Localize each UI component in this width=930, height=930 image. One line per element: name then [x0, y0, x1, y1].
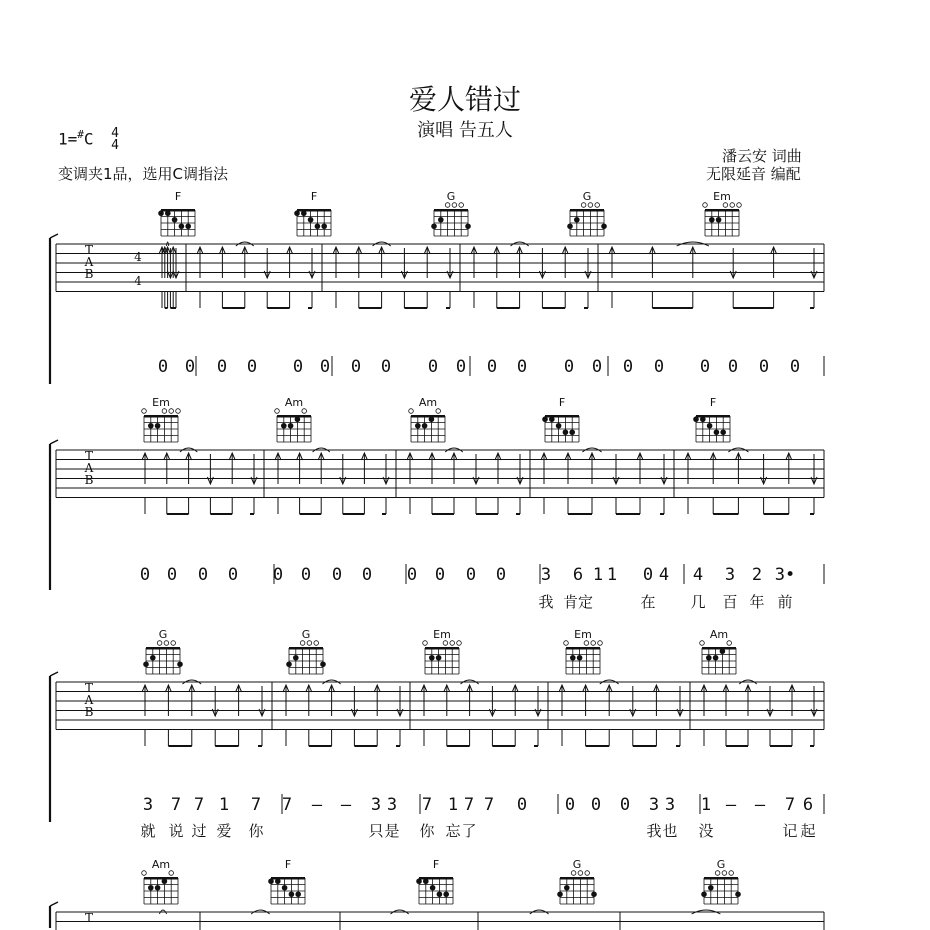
jianpu-note: 0 — [216, 357, 228, 377]
chord-dot — [701, 891, 707, 897]
chord-dot — [155, 423, 161, 429]
chord-dot — [591, 891, 597, 897]
chord-diagram-g — [143, 628, 183, 674]
chord-dot — [443, 891, 449, 897]
chord-diagram-am — [275, 396, 311, 442]
chord-open-string — [142, 409, 147, 414]
jianpu-note: 0 — [653, 357, 665, 377]
chord-diagram-em — [142, 396, 181, 442]
jianpu-note: 0 — [350, 357, 362, 377]
chord-dot — [542, 416, 548, 422]
chord-open-string — [452, 203, 457, 208]
chord-dot — [708, 885, 714, 891]
lyric: 前 — [777, 593, 793, 611]
jianpu-note: 0 — [197, 565, 209, 585]
chord-dot — [294, 210, 300, 216]
jianpu-note: 7 — [170, 795, 182, 815]
chord-diagram-g — [431, 190, 471, 236]
lyric: 了 — [461, 822, 477, 840]
chord-dot — [423, 878, 429, 884]
chord-nut — [425, 647, 459, 650]
tab-letter: A — [84, 693, 94, 707]
jianpu-note: 0 — [563, 357, 575, 377]
chord-diagram-f — [294, 190, 331, 236]
chord-dot — [416, 878, 422, 884]
chord-nut — [704, 877, 738, 880]
chord-dot — [289, 891, 295, 897]
chord-dot — [556, 423, 562, 429]
jianpu-note: – — [340, 795, 352, 815]
jianpu-note: 0 — [727, 357, 739, 377]
chord-dot — [700, 416, 706, 422]
chord-diagram-g — [557, 858, 597, 904]
chord-open-string — [591, 641, 596, 646]
chord-dot — [165, 210, 171, 216]
chord-dot — [735, 891, 741, 897]
chord-dot — [693, 416, 699, 422]
chord-dot — [143, 661, 149, 667]
system-bracket-top — [50, 234, 58, 238]
jianpu-note: 0 — [380, 357, 392, 377]
jianpu-note: 0 — [227, 565, 239, 585]
chord-open-string — [436, 409, 441, 414]
chord-nut — [144, 877, 178, 880]
jianpu-note: 1 — [447, 795, 459, 815]
numbered-notation-line-1 — [158, 356, 824, 377]
chord-open-string — [727, 641, 732, 646]
tab-letter: T — [84, 681, 94, 695]
time-top: 4 — [111, 126, 119, 141]
chord-name: F — [284, 858, 292, 871]
chord-open-string — [595, 203, 600, 208]
chord-open-string — [171, 641, 176, 646]
chord-open-string — [157, 641, 162, 646]
chord-dot — [570, 655, 576, 661]
chord-open-string — [737, 203, 742, 208]
chord-open-string — [564, 641, 569, 646]
chord-dot — [158, 210, 164, 216]
chord-open-string — [729, 871, 734, 876]
chord-dot — [437, 891, 443, 897]
jianpu-note: 0 — [622, 357, 634, 377]
jianpu-note: 0 — [272, 565, 284, 585]
chord-dot — [295, 416, 301, 422]
jianpu-note: 7 — [421, 795, 433, 815]
chord-name: Em — [574, 628, 592, 641]
chord-dot — [601, 223, 607, 229]
tab-letter: T — [84, 911, 94, 925]
chord-name: G — [582, 190, 592, 203]
chord-open-string — [703, 203, 708, 208]
jianpu-note: 7 — [193, 795, 205, 815]
jianpu-note: 0 — [619, 795, 631, 815]
chord-nut — [146, 647, 180, 650]
jianpu-note: 3 — [540, 565, 552, 585]
chord-nut — [705, 209, 739, 212]
jianpu-note: 3 — [664, 795, 676, 815]
chord-dot — [563, 429, 569, 435]
chord-open-string — [700, 641, 705, 646]
credit-arrangement: 无限延音 编配 — [706, 165, 801, 183]
jianpu-note: 1 — [700, 795, 712, 815]
chord-open-string — [176, 409, 181, 414]
chord-name: Em — [152, 396, 170, 409]
jianpu-note: 1 — [592, 565, 604, 585]
chord-dot — [709, 217, 715, 223]
chord-open-string — [715, 871, 720, 876]
tab-system-4 — [50, 902, 824, 930]
jianpu-note: 7 — [784, 795, 796, 815]
chord-open-string — [443, 641, 448, 646]
chord-diagram-am — [142, 858, 178, 904]
chord-nut — [560, 877, 594, 880]
system-bracket-top — [50, 902, 58, 906]
chord-dot — [574, 217, 580, 223]
tab-time-top: 4 — [134, 250, 142, 264]
tab-letter: T — [84, 449, 94, 463]
jianpu-note: 0 — [495, 565, 507, 585]
lyric: 爱 — [216, 822, 232, 840]
chord-dot — [429, 416, 435, 422]
chord-open-string — [302, 409, 307, 414]
chord-diagram-am — [700, 628, 736, 674]
jianpu-note: 1 — [606, 565, 618, 585]
jianpu-note: 0 — [166, 565, 178, 585]
chord-nut — [144, 415, 178, 418]
lyric: 我 — [646, 822, 662, 840]
chord-dot — [436, 655, 442, 661]
chord-dot — [315, 223, 321, 229]
chord-name: Am — [151, 858, 171, 871]
chord-diagram-f — [542, 396, 579, 442]
chord-name: F — [432, 858, 440, 871]
chord-name: Am — [418, 396, 438, 409]
chord-dot — [150, 655, 156, 661]
jianpu-note: 0 — [331, 565, 343, 585]
jianpu-note: – — [311, 795, 323, 815]
jianpu-note: 0 — [427, 357, 439, 377]
jianpu-note: 6 — [802, 795, 814, 815]
chord-dot — [320, 661, 326, 667]
numbered-notation-line-2 — [140, 564, 824, 611]
chord-open-string — [585, 871, 590, 876]
lyric: 你 — [419, 822, 435, 840]
jianpu-note: 0 — [319, 357, 331, 377]
tab-letter: B — [84, 705, 94, 719]
lyric: 几 — [690, 593, 706, 611]
chord-name: F — [174, 190, 182, 203]
chord-dot — [172, 217, 178, 223]
lyric: 我 — [538, 593, 554, 611]
chord-open-string — [423, 641, 428, 646]
chord-name: F — [558, 396, 566, 409]
chord-dot — [430, 885, 436, 891]
chord-nut — [289, 647, 323, 650]
chord-diagram-g — [286, 628, 326, 674]
tab-letter: B — [84, 267, 94, 281]
key-note: C — [83, 129, 94, 149]
chord-dot — [569, 429, 575, 435]
lyric: 只 — [368, 822, 384, 840]
chord-name: G — [158, 628, 168, 641]
chord-dot — [706, 655, 712, 661]
jianpu-note: 0 — [139, 565, 151, 585]
chord-diagram-f — [268, 858, 305, 904]
chord-dot — [577, 655, 583, 661]
jianpu-note: 6 — [572, 565, 584, 585]
jianpu-note: 4 — [692, 565, 704, 585]
chord-open-string — [445, 203, 450, 208]
chord-dot — [179, 223, 185, 229]
jianpu-note: 0 — [758, 357, 770, 377]
lyric: 忘 — [445, 822, 461, 840]
chord-dot — [564, 885, 570, 891]
jianpu-note: 7 — [250, 795, 262, 815]
jianpu-note: 2 — [751, 565, 763, 585]
singer-line: 演唱 告五人 — [417, 120, 513, 141]
chord-dot — [308, 217, 314, 223]
chord-dot — [438, 217, 444, 223]
jianpu-note: – — [725, 795, 737, 815]
chord-dot — [321, 223, 327, 229]
jianpu-note: 0 — [361, 565, 373, 585]
jianpu-note: 0 — [300, 565, 312, 585]
jianpu-note: 0 — [246, 357, 258, 377]
jianpu-note: 0 — [455, 357, 467, 377]
chord-dot — [431, 223, 437, 229]
jianpu-note: – — [754, 795, 766, 815]
chord-open-string — [730, 203, 735, 208]
jianpu-note: 1 — [218, 795, 230, 815]
chord-open-string — [169, 871, 174, 876]
chord-dot — [415, 423, 421, 429]
chord-open-string — [450, 641, 455, 646]
jianpu-note: 0 — [591, 357, 603, 377]
chord-open-string — [409, 409, 414, 414]
chord-name: Am — [284, 396, 304, 409]
lyric: 是 — [384, 822, 400, 840]
chord-name: G — [572, 858, 582, 871]
lyric: 过 — [191, 822, 207, 840]
lyric: 百 — [722, 593, 738, 611]
jianpu-note: 0 — [516, 795, 528, 815]
jianpu-note: 0 — [564, 795, 576, 815]
chord-open-string — [588, 203, 593, 208]
jianpu-note: 7 — [281, 795, 293, 815]
chord-name: G — [446, 190, 456, 203]
chord-name: G — [301, 628, 311, 641]
chord-name: F — [709, 396, 717, 409]
chord-dot — [713, 655, 719, 661]
key-prefix: 1= — [58, 129, 78, 149]
jianpu-note: 3• — [774, 565, 796, 585]
chord-diagram-em — [703, 190, 742, 236]
chord-name: G — [716, 858, 726, 871]
key-sharp: # — [77, 128, 84, 142]
chord-nut — [702, 647, 736, 650]
jianpu-note: 0 — [789, 357, 801, 377]
jianpu-note: 3 — [724, 565, 736, 585]
time-bottom: 4 — [111, 138, 119, 153]
chord-dot — [162, 878, 168, 884]
jianpu-note: 3 — [648, 795, 660, 815]
chord-open-string — [723, 203, 728, 208]
chord-diagram-f — [158, 190, 195, 236]
chord-open-string — [581, 203, 586, 208]
chord-dot — [429, 655, 435, 661]
chord-diagram-g — [567, 190, 607, 236]
chord-nut — [570, 209, 604, 212]
jianpu-note: 3 — [142, 795, 154, 815]
chord-dot — [177, 661, 183, 667]
lyric: 记 — [782, 822, 798, 840]
lyric: 起 — [800, 822, 816, 840]
chord-dot — [549, 416, 555, 422]
lyric: 说 — [168, 822, 184, 840]
jianpu-note: 0 — [292, 357, 304, 377]
lyric: 年 — [749, 593, 765, 611]
jianpu-note: 0 — [590, 795, 602, 815]
lyric: 就 — [140, 822, 156, 840]
chord-dot — [567, 223, 573, 229]
tab-letter: A — [84, 461, 94, 475]
jianpu-note: 7 — [483, 795, 495, 815]
chord-nut — [434, 209, 468, 212]
jianpu-note: 0 — [516, 357, 528, 377]
chord-dot — [155, 885, 161, 891]
chord-open-string — [584, 641, 589, 646]
lyric: 在 — [640, 593, 656, 611]
chord-dot — [465, 223, 471, 229]
jianpu-note: 0 — [157, 357, 169, 377]
chord-open-string — [578, 871, 583, 876]
chord-diagram-f — [416, 858, 453, 904]
chord-dot — [720, 648, 726, 654]
jianpu-note: 7 — [463, 795, 475, 815]
chord-open-string — [571, 871, 576, 876]
chord-diagram-g — [701, 858, 741, 904]
system-bracket-top — [50, 440, 58, 444]
chord-name: F — [310, 190, 318, 203]
chord-name: Am — [709, 628, 729, 641]
chord-open-string — [162, 409, 167, 414]
jianpu-note: 3 — [370, 795, 382, 815]
chord-diagram-em — [423, 628, 462, 674]
chord-dot — [148, 423, 154, 429]
chord-open-string — [169, 409, 174, 414]
chord-open-string — [142, 871, 147, 876]
jianpu-note: 3 — [386, 795, 398, 815]
capo-note: 变调夹1品，选用C调指法 — [58, 165, 229, 183]
chord-open-string — [300, 641, 305, 646]
chord-dot — [714, 429, 720, 435]
chord-dot — [282, 885, 288, 891]
jianpu-note: 0 — [486, 357, 498, 377]
credit-lyrics-music: 潘云安 词曲 — [722, 147, 802, 165]
chord-nut — [277, 415, 311, 418]
chord-dot — [185, 223, 191, 229]
song-title: 爱人错过 — [408, 83, 521, 116]
chord-name: Em — [433, 628, 451, 641]
lyric: 也 — [662, 822, 678, 840]
jianpu-note: 0 — [184, 357, 196, 377]
chord-dot — [286, 661, 292, 667]
system-bracket-top — [50, 672, 58, 676]
chord-open-string — [307, 641, 312, 646]
chord-dot — [268, 878, 274, 884]
jianpu-note: 4 — [658, 565, 670, 585]
jianpu-note: 0 — [406, 565, 418, 585]
chord-dot — [716, 217, 722, 223]
lyric: 肯定 — [562, 593, 594, 611]
chord-dot — [707, 423, 713, 429]
chord-dot — [422, 423, 428, 429]
chord-open-string — [275, 409, 280, 414]
numbered-notation-line-3 — [140, 794, 824, 840]
chord-dot — [295, 891, 301, 897]
tab-letter: A — [84, 255, 94, 269]
chord-nut — [566, 647, 600, 650]
tab-letter: B — [84, 473, 94, 487]
jianpu-note: 0 — [465, 565, 477, 585]
chord-nut — [411, 415, 445, 418]
chord-open-string — [314, 641, 319, 646]
chord-dot — [293, 655, 299, 661]
chord-dot — [288, 423, 294, 429]
lyric: 你 — [248, 822, 264, 840]
jianpu-note: 0 — [642, 565, 654, 585]
chord-open-string — [598, 641, 603, 646]
tab-time-bottom: 4 — [134, 274, 142, 288]
chord-dot — [148, 885, 154, 891]
chord-diagram-f — [693, 396, 730, 442]
tab-letter: T — [84, 243, 94, 257]
lyric: 没 — [698, 822, 714, 840]
chord-open-string — [722, 871, 727, 876]
chord-dot — [720, 429, 726, 435]
jianpu-note: 0 — [434, 565, 446, 585]
chord-name: Em — [713, 190, 731, 203]
chord-dot — [557, 891, 563, 897]
chord-diagram-am — [409, 396, 445, 442]
chord-dot — [275, 878, 281, 884]
chord-open-string — [457, 641, 462, 646]
chord-open-string — [459, 203, 464, 208]
jianpu-note: 0 — [699, 357, 711, 377]
chord-diagram-em — [564, 628, 603, 674]
chord-dot — [281, 423, 287, 429]
chord-dot — [301, 210, 307, 216]
chord-open-string — [164, 641, 169, 646]
